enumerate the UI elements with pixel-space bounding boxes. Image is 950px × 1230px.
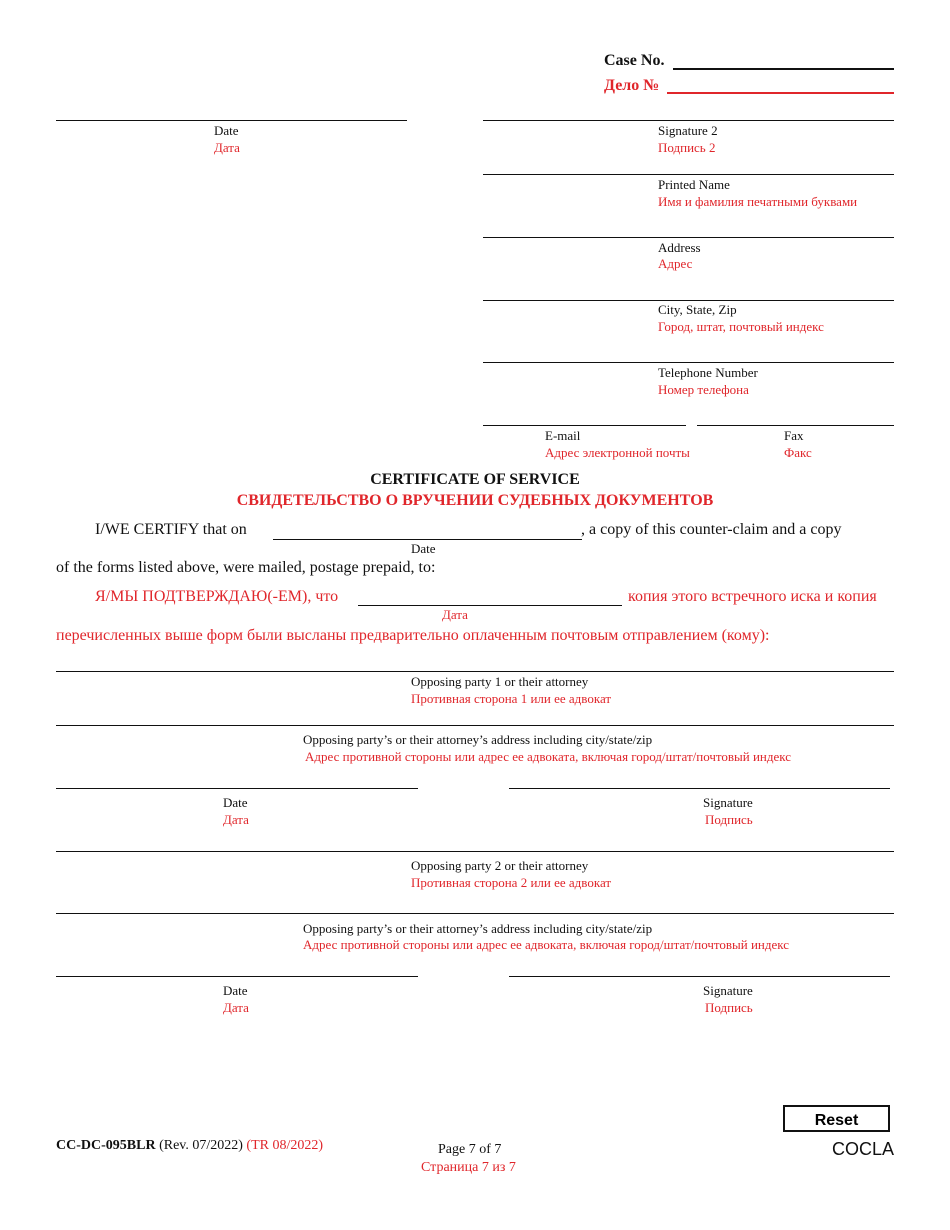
phone-label: Telephone Number [658, 365, 758, 380]
phone-label-ru: Номер телефона [658, 382, 749, 397]
form-id [56, 1138, 323, 1154]
email-label-ru: Адрес электронной почты [545, 445, 690, 460]
party1-signature-label-ru: Подпись [705, 812, 753, 827]
party2-date-field[interactable] [56, 976, 418, 977]
party2-label-ru: Противная сторона 2 или ее адвокат [411, 875, 612, 890]
city-field[interactable] [483, 300, 894, 301]
email-field[interactable] [483, 425, 686, 426]
party2-field[interactable] [56, 851, 894, 852]
address-label-ru: Адрес [658, 256, 693, 271]
city-label-ru: Город, штат, почтовый индекс [658, 319, 824, 334]
certificate-title-ru: СВИДЕТЕЛЬСТВО О ВРУЧЕНИИ СУДЕБНЫХ ДОКУМЕНТОВ [236, 492, 714, 509]
certify-text-ru-end: копия этого встречного иска и копия [628, 588, 877, 605]
date-label: Date [214, 123, 239, 138]
party1-field[interactable] [56, 671, 894, 672]
certify-text-end: , a copy of this counter-claim and a copy [581, 521, 842, 538]
form-rev: (Rev. 07/2022) [159, 1138, 243, 1153]
reset-button[interactable]: Reset [783, 1105, 890, 1132]
case-no-field[interactable] [673, 68, 894, 70]
email-label: E-mail [545, 428, 581, 443]
certify-text-ru-line2: перечисленных выше форм были высланы предварительно оплаченным почтовым отправлением (кому): [56, 627, 770, 644]
printed-name-label-ru: Имя и фамилия печатными буквами [658, 194, 858, 209]
case-no-label-ru: Дело № [604, 77, 660, 94]
party1-address-field[interactable] [56, 725, 894, 726]
fax-label: Fax [784, 428, 804, 443]
party2-address-label: Opposing party’s or their attorney’s address including city/state/zip [303, 921, 653, 936]
party1-date-label-ru: Дата [223, 812, 249, 827]
party1-address-label-ru: Адрес противной стороны или адрес ее адвоката, включая город/штат/почтовый индекс [305, 749, 792, 764]
party2-signature-label-ru: Подпись [705, 1000, 753, 1015]
address-field[interactable] [483, 237, 894, 238]
certify-text-ru-start: Я/МЫ ПОДТВЕРЖДАЮ(-ЕМ), что [95, 588, 339, 605]
form-id-code: CC-DC-095BLR [56, 1138, 156, 1153]
page-number: Page 7 of 7 [438, 1142, 502, 1157]
phone-field[interactable] [483, 362, 894, 363]
date-field[interactable] [56, 120, 407, 121]
date-label-ru: Дата [214, 140, 240, 155]
case-no-label: Case No. [604, 52, 665, 69]
certify-date-field[interactable] [273, 539, 582, 540]
party2-address-label-ru: Адрес противной стороны или адрес ее адвоката, включая город/штат/почтовый индекс [303, 937, 790, 952]
printed-name-field[interactable] [483, 174, 894, 175]
party1-address-label: Opposing party’s or their attorney’s address including city/state/zip [303, 732, 653, 747]
certify-text-start: I/WE CERTIFY that on [95, 521, 247, 538]
party2-date-label-ru: Дата [223, 1000, 249, 1015]
certify-date-field-ru[interactable] [358, 605, 622, 606]
printed-name-label: Printed Name [658, 177, 730, 192]
certificate-title: CERTIFICATE OF SERVICE [370, 471, 580, 488]
fax-field[interactable] [697, 425, 894, 426]
party1-date-label: Date [223, 795, 248, 810]
city-label: City, State, Zip [658, 302, 737, 317]
cocla-label: COCLA [831, 1139, 894, 1159]
party2-signature-field[interactable] [509, 976, 890, 977]
certify-date-label-ru: Дата [442, 607, 468, 622]
certify-text-line2: of the forms listed above, were mailed, postage prepaid, to: [56, 559, 436, 576]
party1-date-field[interactable] [56, 788, 418, 789]
signature2-field[interactable] [483, 120, 894, 121]
signature2-label-ru: Подпись 2 [658, 140, 716, 155]
party2-signature-label: Signature [703, 983, 753, 998]
party1-label: Opposing party 1 or their attorney [411, 674, 589, 689]
certify-date-label: Date [411, 541, 436, 556]
party1-signature-label: Signature [703, 795, 753, 810]
fax-label-ru: Факс [784, 445, 812, 460]
signature2-label: Signature 2 [658, 123, 718, 138]
party1-label-ru: Противная сторона 1 или ее адвокат [411, 691, 612, 706]
party2-address-field[interactable] [56, 913, 894, 914]
page-number-ru: Страница 7 из 7 [421, 1160, 516, 1175]
case-no-field-ru[interactable] [667, 92, 894, 94]
form-tr: (TR 08/2022) [246, 1138, 324, 1153]
party1-signature-field[interactable] [509, 788, 890, 789]
party2-label: Opposing party 2 or their attorney [411, 858, 589, 873]
party2-date-label: Date [223, 983, 248, 998]
address-label: Address [658, 240, 701, 255]
